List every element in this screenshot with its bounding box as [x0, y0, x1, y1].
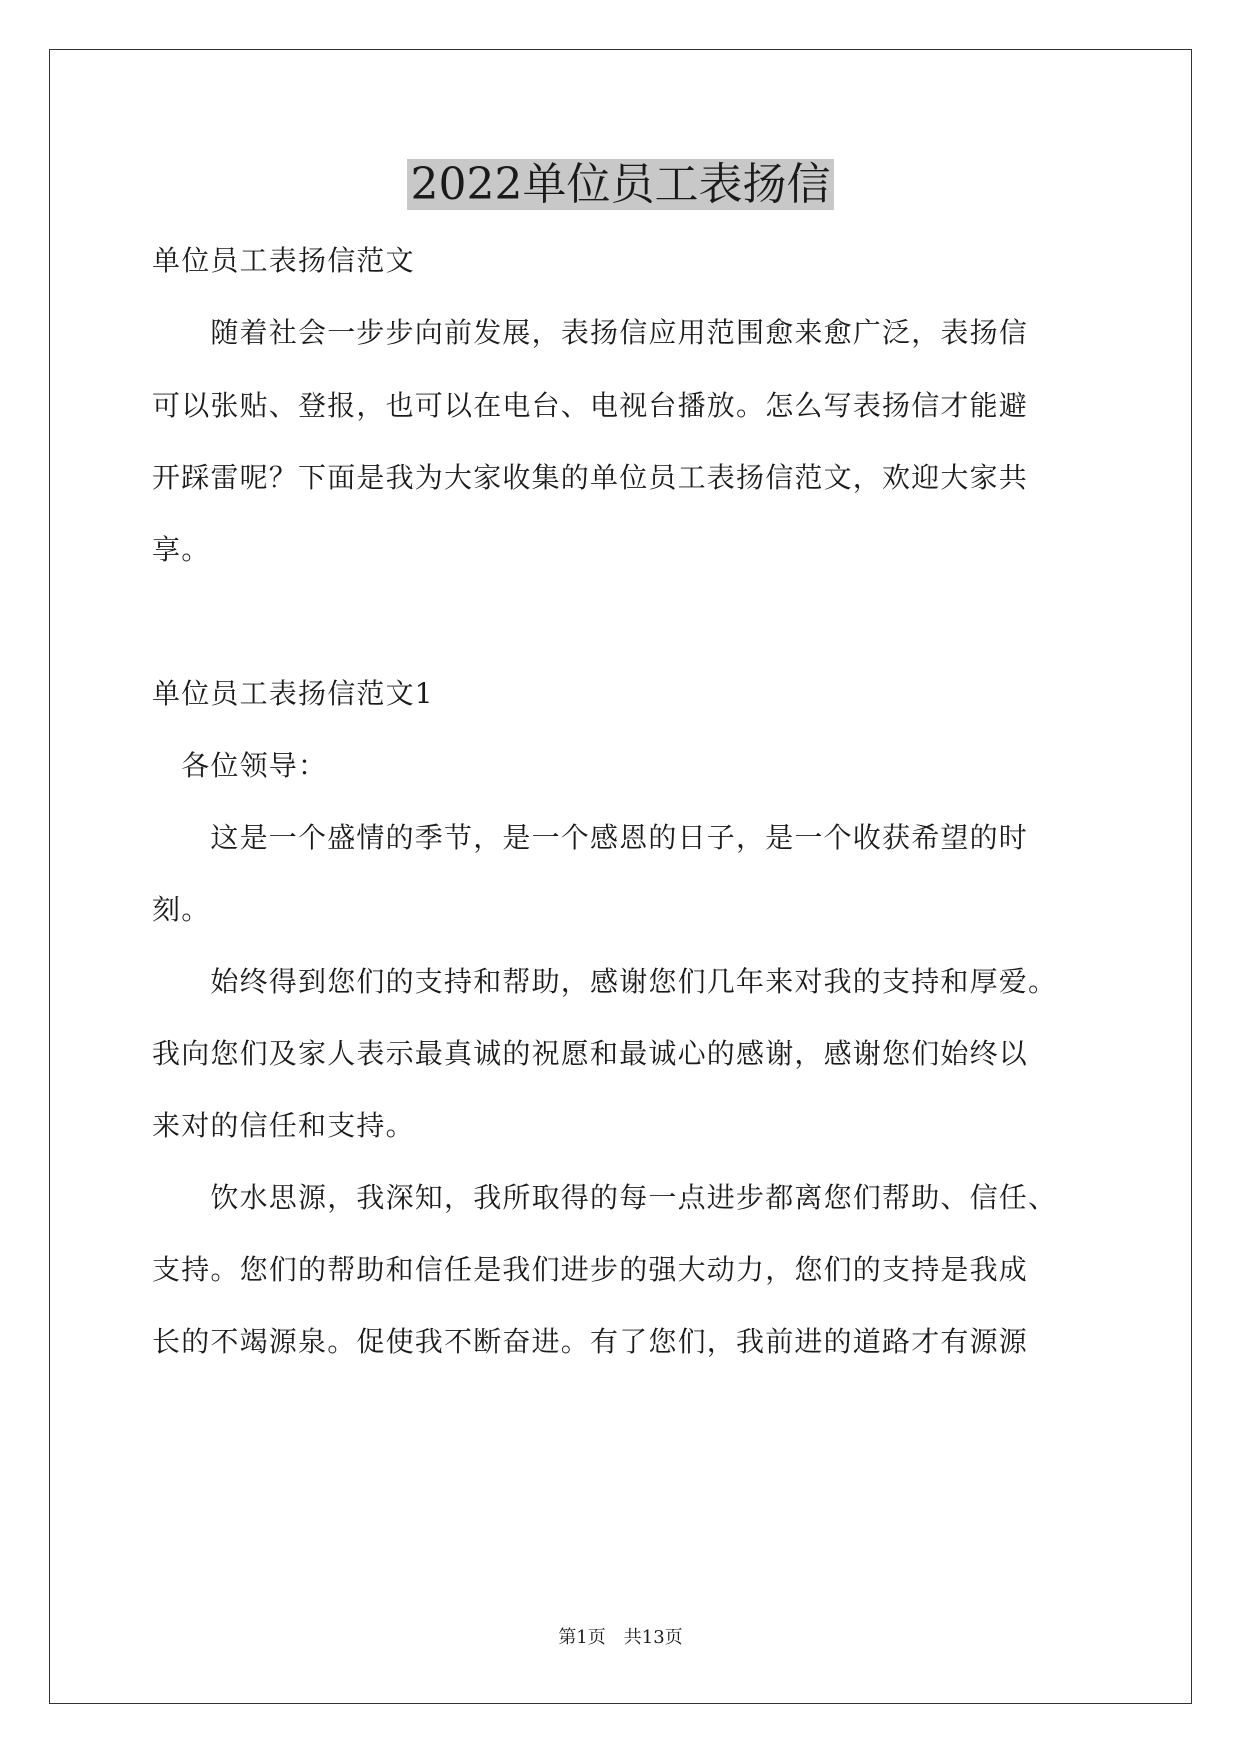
- text-line: 享。: [152, 533, 211, 566]
- page-border: [49, 49, 1192, 1704]
- text-line: 长的不竭源泉。促使我不断奋进。有了您们，我前进的道路才有源源: [152, 1325, 1029, 1358]
- text-line: 这是一个盛情的季节，是一个感恩的日子，是一个收获希望的时: [152, 821, 1029, 854]
- text-line: 饮水思源，我深知，我所取得的每一点进步都离您们帮助、信任、: [152, 1181, 1058, 1214]
- text-line: 单位员工表扬信范文1: [152, 677, 434, 710]
- text-line: 始终得到您们的支持和帮助，感谢您们几年来对我的支持和厚爱。: [152, 965, 1058, 998]
- text-line: 我向您们及家人表示最真诚的祝愿和最诚心的感谢，感谢您们始终以: [152, 1037, 1029, 1070]
- text-line: 各位领导：: [152, 749, 328, 782]
- text-line: 单位员工表扬信范文: [152, 244, 415, 277]
- text-line: 开踩雷呢？下面是我为大家收集的单位员工表扬信范文，欢迎大家共: [152, 461, 1029, 494]
- document-title-text: 2022单位员工表扬信: [407, 159, 835, 210]
- text-line: 刻。: [152, 893, 211, 926]
- document-title: [0, 155, 1241, 215]
- text-line: 可以张贴、登报，也可以在电台、电视台播放。怎么写表扬信才能避: [152, 389, 1029, 422]
- text-line: 支持。您们的帮助和信任是我们进步的强大动力，您们的支持是我成: [152, 1253, 1029, 1286]
- text-line: 来对的信任和支持。: [152, 1109, 415, 1142]
- page-footer: 第1页 共13页: [558, 1627, 683, 1648]
- text-line: 随着社会一步步向前发展，表扬信应用范围愈来愈广泛，表扬信: [152, 316, 1029, 349]
